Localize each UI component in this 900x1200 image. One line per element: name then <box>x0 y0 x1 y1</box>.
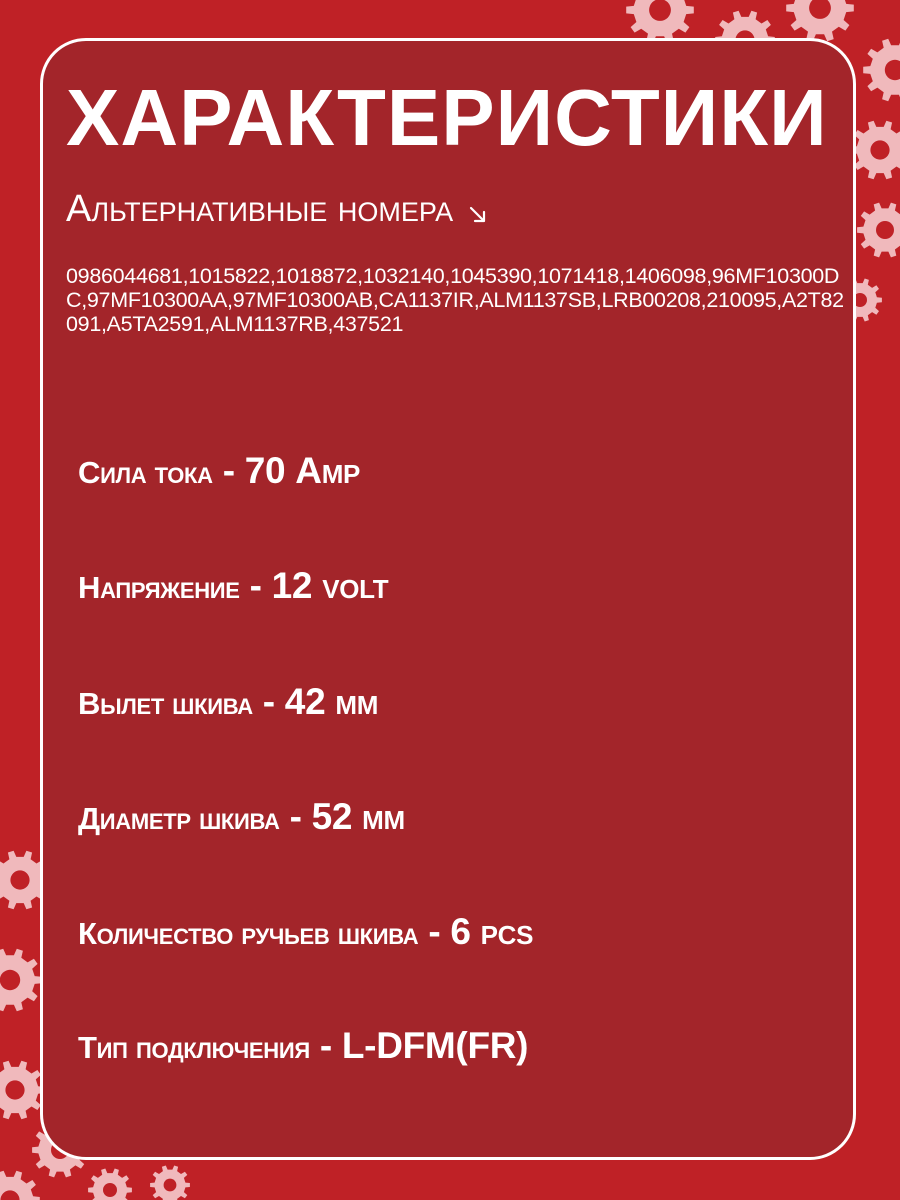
spec-current <box>78 452 360 489</box>
gear-hole <box>164 1179 177 1192</box>
spec-label: Вылет шкива <box>78 686 253 721</box>
spec-label: Тип подключения <box>78 1030 310 1065</box>
arrow-down-right-icon <box>467 204 489 226</box>
spec-label: Количество ручьев шкива <box>78 916 419 951</box>
gear-hole <box>103 1183 117 1197</box>
spec-value: - 52 мм <box>279 796 405 837</box>
spec-label: Диаметр шкива <box>78 801 280 836</box>
spec-label: Напряжение <box>78 570 240 605</box>
spec-value: - 12 volt <box>239 565 389 606</box>
spec-voltage <box>78 567 388 604</box>
gear-hole <box>10 870 29 889</box>
spec-value: - 42 мм <box>252 681 379 722</box>
spec-connection-type <box>78 1027 528 1064</box>
alt-numbers-heading <box>66 190 489 228</box>
gear-hole <box>870 140 889 159</box>
spec-label: Сила тока <box>78 455 213 490</box>
alt-numbers-list: 0986044681,1015822,1018872,1032140,1045390,1071418,1406098,96MF10300DC,97MF10300AA,97MF10300AB,CA1137IR,ALM1137SB,LRB00208,210095,A2T82091,A5TA2591,ALM1137RB,437521 <box>66 264 844 336</box>
gear-hole <box>876 221 894 239</box>
spec-pulley-offset <box>78 683 378 720</box>
spec-value: - 70 Amp <box>212 450 361 491</box>
spec-value: - 6 pcs <box>418 911 534 952</box>
gear-hole <box>649 0 671 21</box>
page-title: ХАРАКТЕРИСТИКИ <box>66 73 828 162</box>
gear-hole <box>0 970 20 990</box>
alt-numbers-heading-label: Альтернативные номера <box>66 188 454 230</box>
spec-value: - L-DFM(FR) <box>309 1025 529 1066</box>
spec-pulley-grooves <box>78 913 533 950</box>
gear-hole <box>5 1080 24 1099</box>
spec-pulley-diameter <box>78 798 405 835</box>
